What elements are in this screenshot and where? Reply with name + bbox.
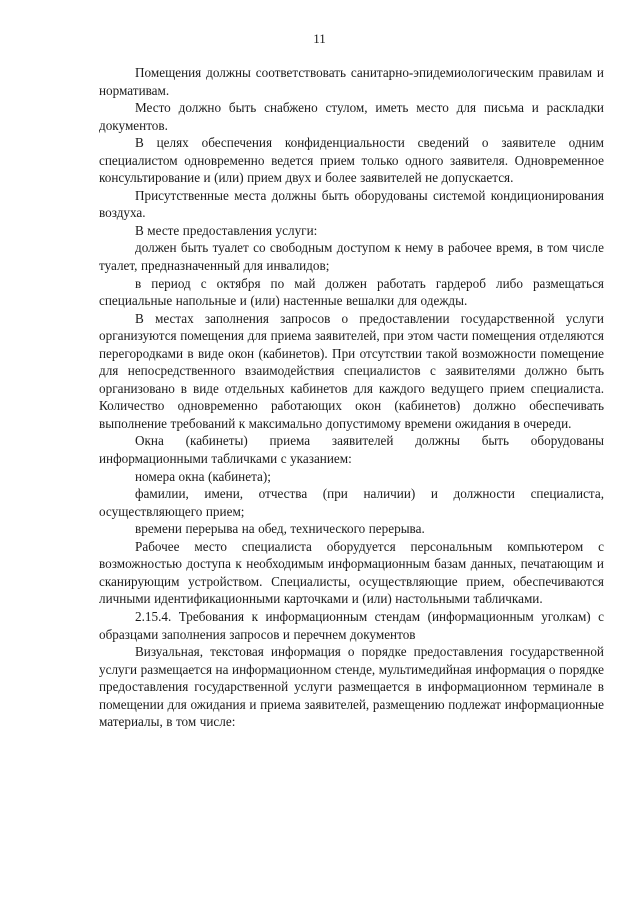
paragraph-break-time: времени перерыва на обед, технического перерыва. <box>135 521 425 537</box>
page-number: 11 <box>313 31 326 46</box>
paragraph-service-place-intro: В месте предоставления услуги: <box>135 222 318 238</box>
paragraph-specialist-name: фамилии, имени, отчества (при наличии) и должности специалиста, осуществляющего прием; <box>99 486 604 519</box>
section-heading-2-15-4: 2.15.4. Требования к информационным стендам (информационным уголкам) с образцами заполнения запросов и перечнем документов <box>99 608 604 642</box>
paragraph-confidentiality: В целях обеспечения конфиденциальности сведений о заявителе одним специалистом одновременно ведется прием только одного заявителя. Одновременное консультирование и (или) прием двух и более заявителей не допускается. <box>99 135 604 186</box>
paragraph-premises-norms: Помещения должны соответствовать санитарно-эпидемиологическим правилам и нормативам. <box>99 65 604 98</box>
paragraph-toilet: должен быть туалет со свободным доступом к нему в рабочее время, в том числе туалет, предназначенный для инвалидов; <box>99 240 604 274</box>
paragraph-wardrobe: в период с октября по май должен работать гардероб либо размещаться специальные напольные и (или) настенные вешалки для одежды. <box>99 275 604 309</box>
body-text <box>99 64 604 731</box>
paragraph-air-conditioning: Присутственные места должны быть оборудованы системой кондиционирования воздуха. <box>99 187 604 221</box>
paragraph-window-number: номера окна (кабинета); <box>135 468 271 484</box>
paragraph-info-stand: Визуальная, текстовая информация о порядке предоставления государственной услуги размещается на информационном стенде, мультимедийная информация о порядке предоставления государственной услуги размещается в информационном терминале в помещении для ожидания и приема заявителей, размещению подлежат информационные материалы, в том числе: <box>99 644 604 730</box>
paragraph-window-signs: Окна (кабинеты) приема заявителей должны быть оборудованы информационными табличками с указанием: <box>99 433 604 467</box>
paragraph-request-premises: В местах заполнения запросов о предоставлении государственной услуги организуются помещения для приема заявителей, при этом части помещения отделяются перегородками в виде окон (кабинетов). При отсутствии такой возможности помещение для непосредственного взаимодействия специалистов с заявителями должно быть организовано в виде отдельных кабинетов для каждого ведущего прием специалиста. Количество одновременно работающих окон (кабинетов) должно обеспечивать выполнение требований к максимально допустимому времени ожидания в очереди. <box>99 310 604 431</box>
paragraph-workstation: Рабочее место специалиста оборудуется персональным компьютером с возможностью доступа к необходимым информационным базам данных, печатающим и сканирующим устройством. Специалисты, осуществляющие прием, обеспечиваются личными идентификационными карточками и (или) настольными табличками. <box>99 538 604 607</box>
paragraph-workplace-chair: Место должно быть снабжено стулом, иметь место для письма и раскладки документов. <box>99 100 604 133</box>
